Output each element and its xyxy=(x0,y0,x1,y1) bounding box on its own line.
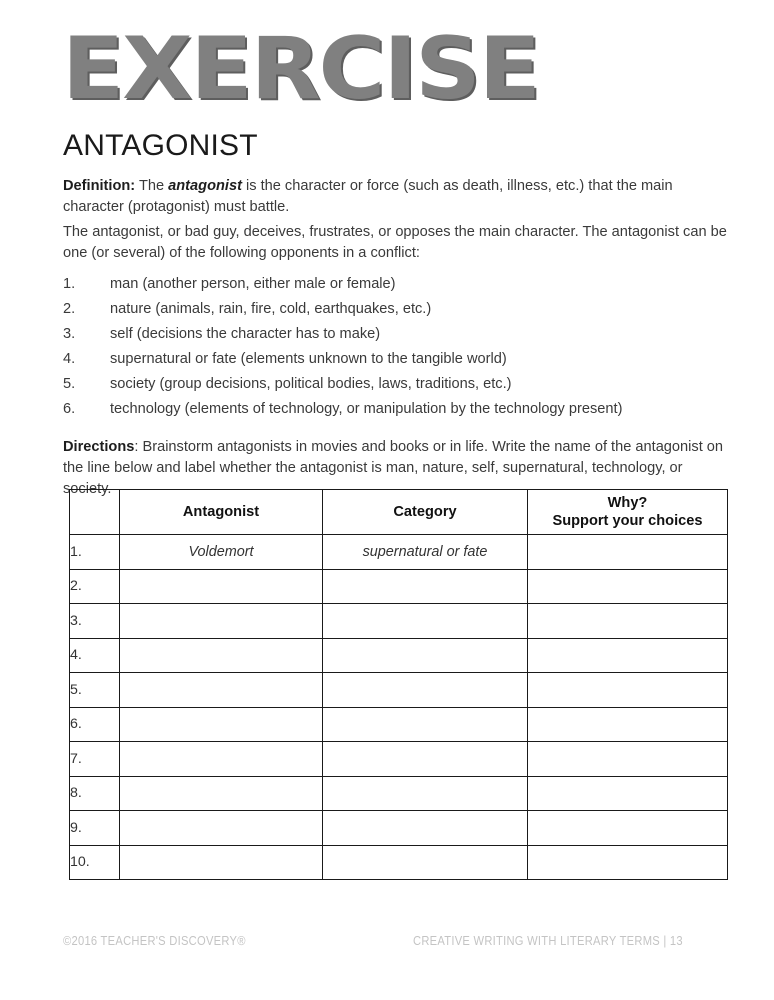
cell-why[interactable] xyxy=(528,776,728,811)
cell-category[interactable] xyxy=(323,707,528,742)
table-body xyxy=(70,535,728,880)
cell-category[interactable] xyxy=(323,811,528,846)
row-number: 6. xyxy=(70,707,120,742)
cell-antagonist[interactable] xyxy=(120,742,323,777)
cell-antagonist[interactable] xyxy=(120,673,323,708)
cell-antagonist[interactable] xyxy=(120,638,323,673)
list-item-label: technology (elements of technology, or manipulation by the technology present) xyxy=(110,401,623,417)
cell-why[interactable] xyxy=(528,569,728,604)
cell-antagonist[interactable] xyxy=(120,845,323,880)
cell-category[interactable] xyxy=(323,845,528,880)
definition-label: Definition: xyxy=(63,178,136,194)
column-header-antagonist: Antagonist xyxy=(120,490,323,535)
table-row xyxy=(70,845,728,880)
cell-category[interactable] xyxy=(323,569,528,604)
column-header-why-line1: Why? xyxy=(607,495,648,511)
definition-rest: is the character or force (such as death, illness, etc.) that the main character (protagonist) must battle. xyxy=(63,178,673,215)
cell-antagonist[interactable] xyxy=(120,707,323,742)
cell-category[interactable]: supernatural or fate xyxy=(323,535,528,570)
list-item-number: 2. xyxy=(63,301,76,317)
row-number: 1. xyxy=(70,535,120,570)
table-header xyxy=(70,490,728,535)
cell-why[interactable] xyxy=(528,845,728,880)
table-row xyxy=(70,811,728,846)
table-row xyxy=(70,535,728,570)
cell-category[interactable] xyxy=(323,673,528,708)
cell-why[interactable] xyxy=(528,673,728,708)
cell-why[interactable] xyxy=(528,707,728,742)
opponent-type-list xyxy=(63,272,727,422)
cell-antagonist[interactable] xyxy=(120,604,323,639)
list-item xyxy=(63,322,727,347)
cell-why[interactable] xyxy=(528,811,728,846)
list-item-label: self (decisions the character has to make) xyxy=(110,326,381,342)
cell-category[interactable] xyxy=(323,776,528,811)
row-number: 8. xyxy=(70,776,120,811)
row-number: 7. xyxy=(70,742,120,777)
definition-paragraph xyxy=(63,176,727,218)
page-footer xyxy=(63,932,727,950)
page-subtitle-term: ANTAGONIST xyxy=(63,129,258,162)
cell-antagonist[interactable]: Voldemort xyxy=(120,535,323,570)
table-row xyxy=(70,569,728,604)
list-item-label: society (group decisions, political bodies, laws, traditions, etc.) xyxy=(110,376,512,392)
list-item xyxy=(63,297,727,322)
column-header-why xyxy=(528,490,728,535)
definition-lead: The xyxy=(135,178,169,194)
list-item xyxy=(63,347,727,372)
row-number: 10. xyxy=(70,845,120,880)
list-item-label: supernatural or fate (elements unknown to the tangible world) xyxy=(110,351,507,367)
directions-label: Directions xyxy=(63,439,135,455)
cell-category[interactable] xyxy=(323,742,528,777)
footer-copyright-wrap xyxy=(63,932,275,950)
cell-why[interactable] xyxy=(528,742,728,777)
list-item xyxy=(63,397,727,422)
table-header-row xyxy=(70,490,728,535)
table-row xyxy=(70,604,728,639)
list-item-number: 1. xyxy=(63,276,76,292)
list-item-label: man (another person, either male or female) xyxy=(110,276,396,292)
cell-why[interactable] xyxy=(528,638,728,673)
list-item-number: 5. xyxy=(63,376,76,392)
table-row xyxy=(70,638,728,673)
row-number: 4. xyxy=(70,638,120,673)
cell-antagonist[interactable] xyxy=(120,776,323,811)
cell-why[interactable] xyxy=(528,604,728,639)
row-number: 9. xyxy=(70,811,120,846)
list-item-label: nature (animals, rain, fire, cold, earthquakes, etc.) xyxy=(110,301,432,317)
cell-antagonist[interactable] xyxy=(120,811,323,846)
footer-book-title-wrap xyxy=(413,932,727,950)
list-item-number: 6. xyxy=(63,401,76,417)
definition-term: antagonist xyxy=(168,178,242,194)
page-title-exercise: EXERCISE xyxy=(62,19,539,119)
list-item-number: 4. xyxy=(63,351,76,367)
cell-category[interactable] xyxy=(323,604,528,639)
cell-category[interactable] xyxy=(323,638,528,673)
cell-why[interactable] xyxy=(528,535,728,570)
list-item-number: 3. xyxy=(63,326,76,342)
table-row xyxy=(70,742,728,777)
antagonist-table xyxy=(69,489,728,880)
row-number: 5. xyxy=(70,673,120,708)
row-number: 3. xyxy=(70,604,120,639)
list-item xyxy=(63,372,727,397)
directions-text: : Brainstorm antagonists in movies and books or in life. Write the name of the antagonist on the line below and label whether the antagonist is man, nature, self, supernatural, technology, or society. xyxy=(63,439,724,497)
list-item xyxy=(63,272,727,297)
column-header-number xyxy=(70,490,120,535)
column-header-why-line2: Support your choices xyxy=(552,513,703,529)
footer-copyright: ©2016 TEACHER'S DISCOVERY® xyxy=(63,933,246,948)
footer-book-title: CREATIVE WRITING WITH LITERARY TERMS | 13 xyxy=(413,933,684,948)
cell-antagonist[interactable] xyxy=(120,569,323,604)
table-row xyxy=(70,673,728,708)
row-number: 2. xyxy=(70,569,120,604)
table-row xyxy=(70,707,728,742)
opponents-intro-paragraph: The antagonist, or bad guy, deceives, frustrates, or opposes the main character. The antagonist can be one (or several) of the following opponents in a conflict: xyxy=(63,224,727,261)
table-row xyxy=(70,776,728,811)
column-header-category: Category xyxy=(323,490,528,535)
antagonist-table-wrapper xyxy=(69,489,727,880)
